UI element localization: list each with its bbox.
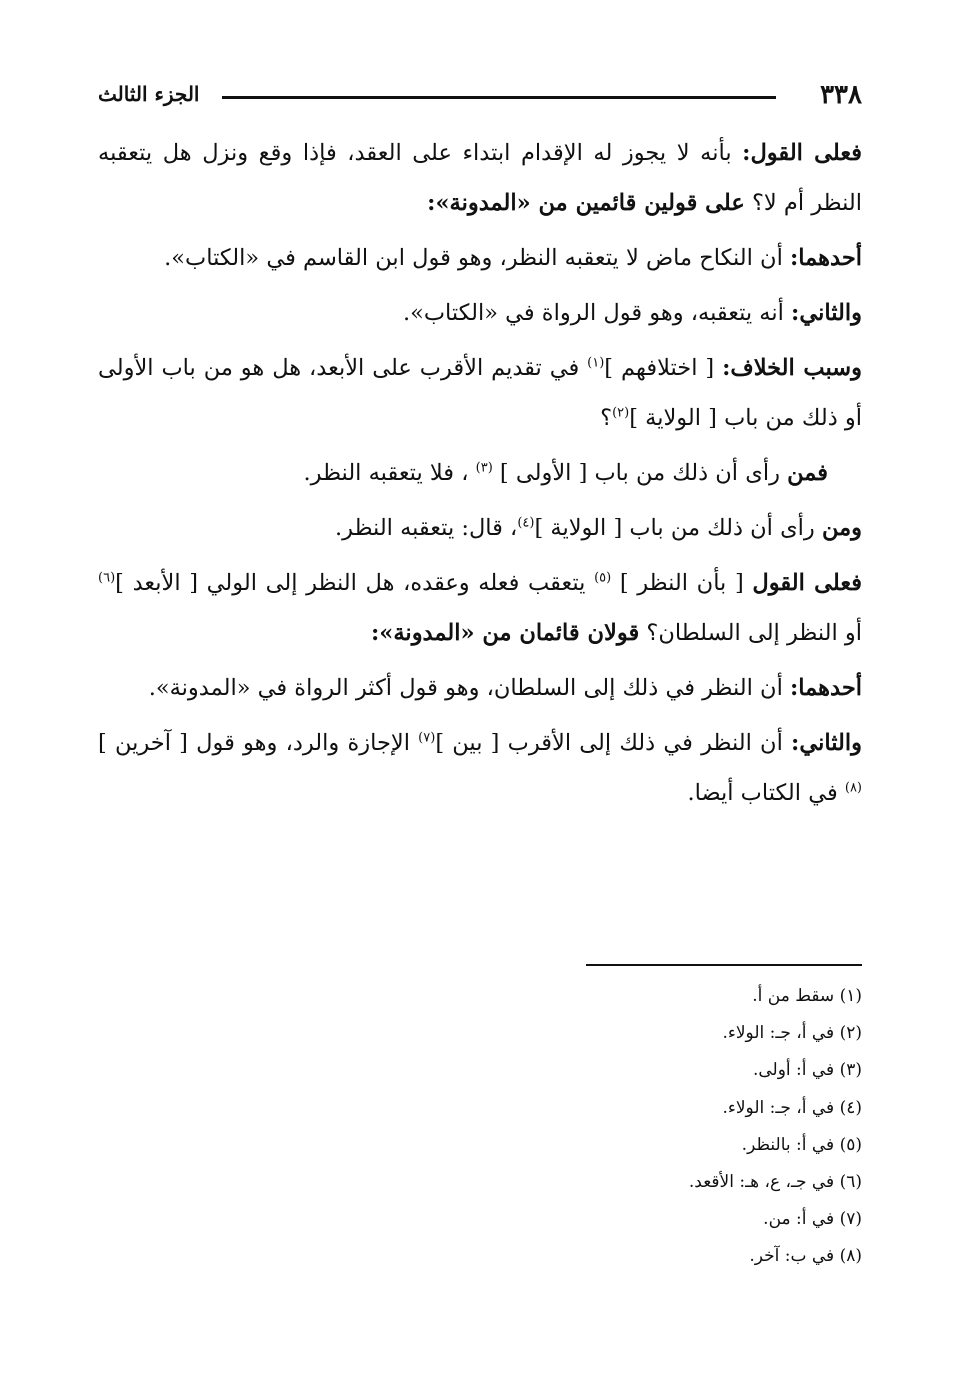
footnote-marker: (١) — [587, 355, 605, 371]
paragraph-text: في تقديم الأقرب على الأبعد، هل هو من باب الأولى أو ذلك من باب [ الولاية ] — [98, 355, 862, 431]
paragraph-text: أو النظر إلى السلطان؟ — [639, 620, 862, 646]
footnote-2: (٢) في أ، جـ: الولاء. — [722, 1023, 862, 1044]
paragraph-text: ، قال: يتعقبه النظر. — [335, 515, 518, 541]
paragraph-term: أحدهما: — [789, 245, 862, 271]
volume-title: الجزء الثالث — [98, 82, 200, 106]
paragraph-term: والثاني: — [791, 730, 862, 756]
paragraph-6 — [98, 503, 862, 553]
paragraph-2 — [98, 233, 862, 283]
paragraph-text: ؟ — [600, 405, 613, 431]
paragraph-term: وسبب الخلاف: — [722, 355, 862, 381]
paragraph-4 — [98, 343, 862, 443]
paragraph-text: [ اختلافهم ] — [604, 355, 723, 381]
paragraph-text: ، فلا يتعقبه النظر. — [303, 460, 476, 486]
paragraph-3 — [98, 288, 862, 338]
paragraph-5 — [98, 448, 862, 498]
footnote-7: (٧) في أ: من. — [763, 1209, 862, 1230]
footnote-marker: (٨) — [844, 780, 862, 796]
footnote-4: (٤) في أ، جـ: الولاء. — [722, 1097, 862, 1118]
paragraph-1 — [98, 128, 862, 228]
paragraph-text: أن النكاح ماض لا يتعقبه النظر، وهو قول ابن القاسم في «الكتاب». — [164, 245, 790, 271]
footnote-rule — [586, 964, 862, 966]
footnote-6: (٦) في جـ، ع، هـ: الأقعد. — [688, 1172, 862, 1193]
paragraph-term: ومن — [821, 515, 862, 541]
footnote-8: (٨) في ب: آخر. — [749, 1246, 862, 1267]
paragraph-7 — [98, 558, 862, 658]
footnote-3: (٣) في أ: أولى. — [752, 1060, 862, 1081]
footnote-marker: (٤) — [517, 515, 535, 531]
footnote-marker: (٥) — [594, 570, 612, 586]
paragraph-text: بأنه لا يجوز له الإقدام ابتداء على العقد، فإذا وقع ونزل هل يتعقبه النظر أم لا؟ — [98, 140, 862, 216]
footnote-5: (٥) في أ: بالنظر. — [741, 1134, 862, 1155]
page-number: ٣٣٨ — [820, 80, 862, 110]
paragraph-bold-tail: على قولين قائمين من «المدونة»: — [427, 190, 745, 216]
footnote-1: (١) سقط من أ. — [752, 986, 862, 1006]
paragraph-term: فعلى القول — [752, 570, 862, 596]
paragraph-term: والثاني: — [791, 300, 862, 326]
footnote-marker: (٣) — [475, 460, 493, 476]
paragraph-text: الإجازة والرد، وهو قول [ آخرين ] — [98, 730, 419, 756]
footnotes-section — [200, 978, 862, 1276]
paragraph-bold-tail: قولان قائمان من «المدونة»: — [371, 620, 640, 646]
paragraph-text: أن النظر في ذلك إلى السلطان، وهو قول أكثر الرواة في «المدونة». — [148, 675, 790, 701]
paragraph-text: يتعقب فعله وعقده، هل النظر إلى الولي [ الأبعد ] — [115, 570, 595, 596]
paragraph-text: رأى أن ذلك من باب [ الولاية ] — [534, 515, 822, 541]
footnote-marker: (٦) — [98, 570, 116, 586]
main-text — [98, 128, 862, 818]
paragraph-text: أن النظر في ذلك إلى الأقرب [ بين ] — [435, 730, 792, 756]
paragraph-text: في الكتاب أيضا. — [687, 780, 845, 806]
footnote-marker: (٢) — [612, 405, 630, 421]
paragraph-text: رأى أن ذلك من باب [ الأولى ] — [492, 460, 788, 486]
paragraph-term: فمن — [787, 460, 828, 486]
paragraph-9 — [98, 718, 862, 818]
paragraph-term: أحدهما: — [789, 675, 862, 701]
paragraph-term: فعلى القول: — [742, 140, 862, 166]
paragraph-text: [ بأن النظر ] — [611, 570, 753, 596]
footnote-marker: (٧) — [418, 730, 436, 746]
paragraph-text: أنه يتعقبه، وهو قول الرواة في «الكتاب». — [402, 300, 792, 326]
page-header — [98, 70, 862, 118]
paragraph-8 — [98, 663, 862, 713]
header-rule — [222, 96, 776, 99]
